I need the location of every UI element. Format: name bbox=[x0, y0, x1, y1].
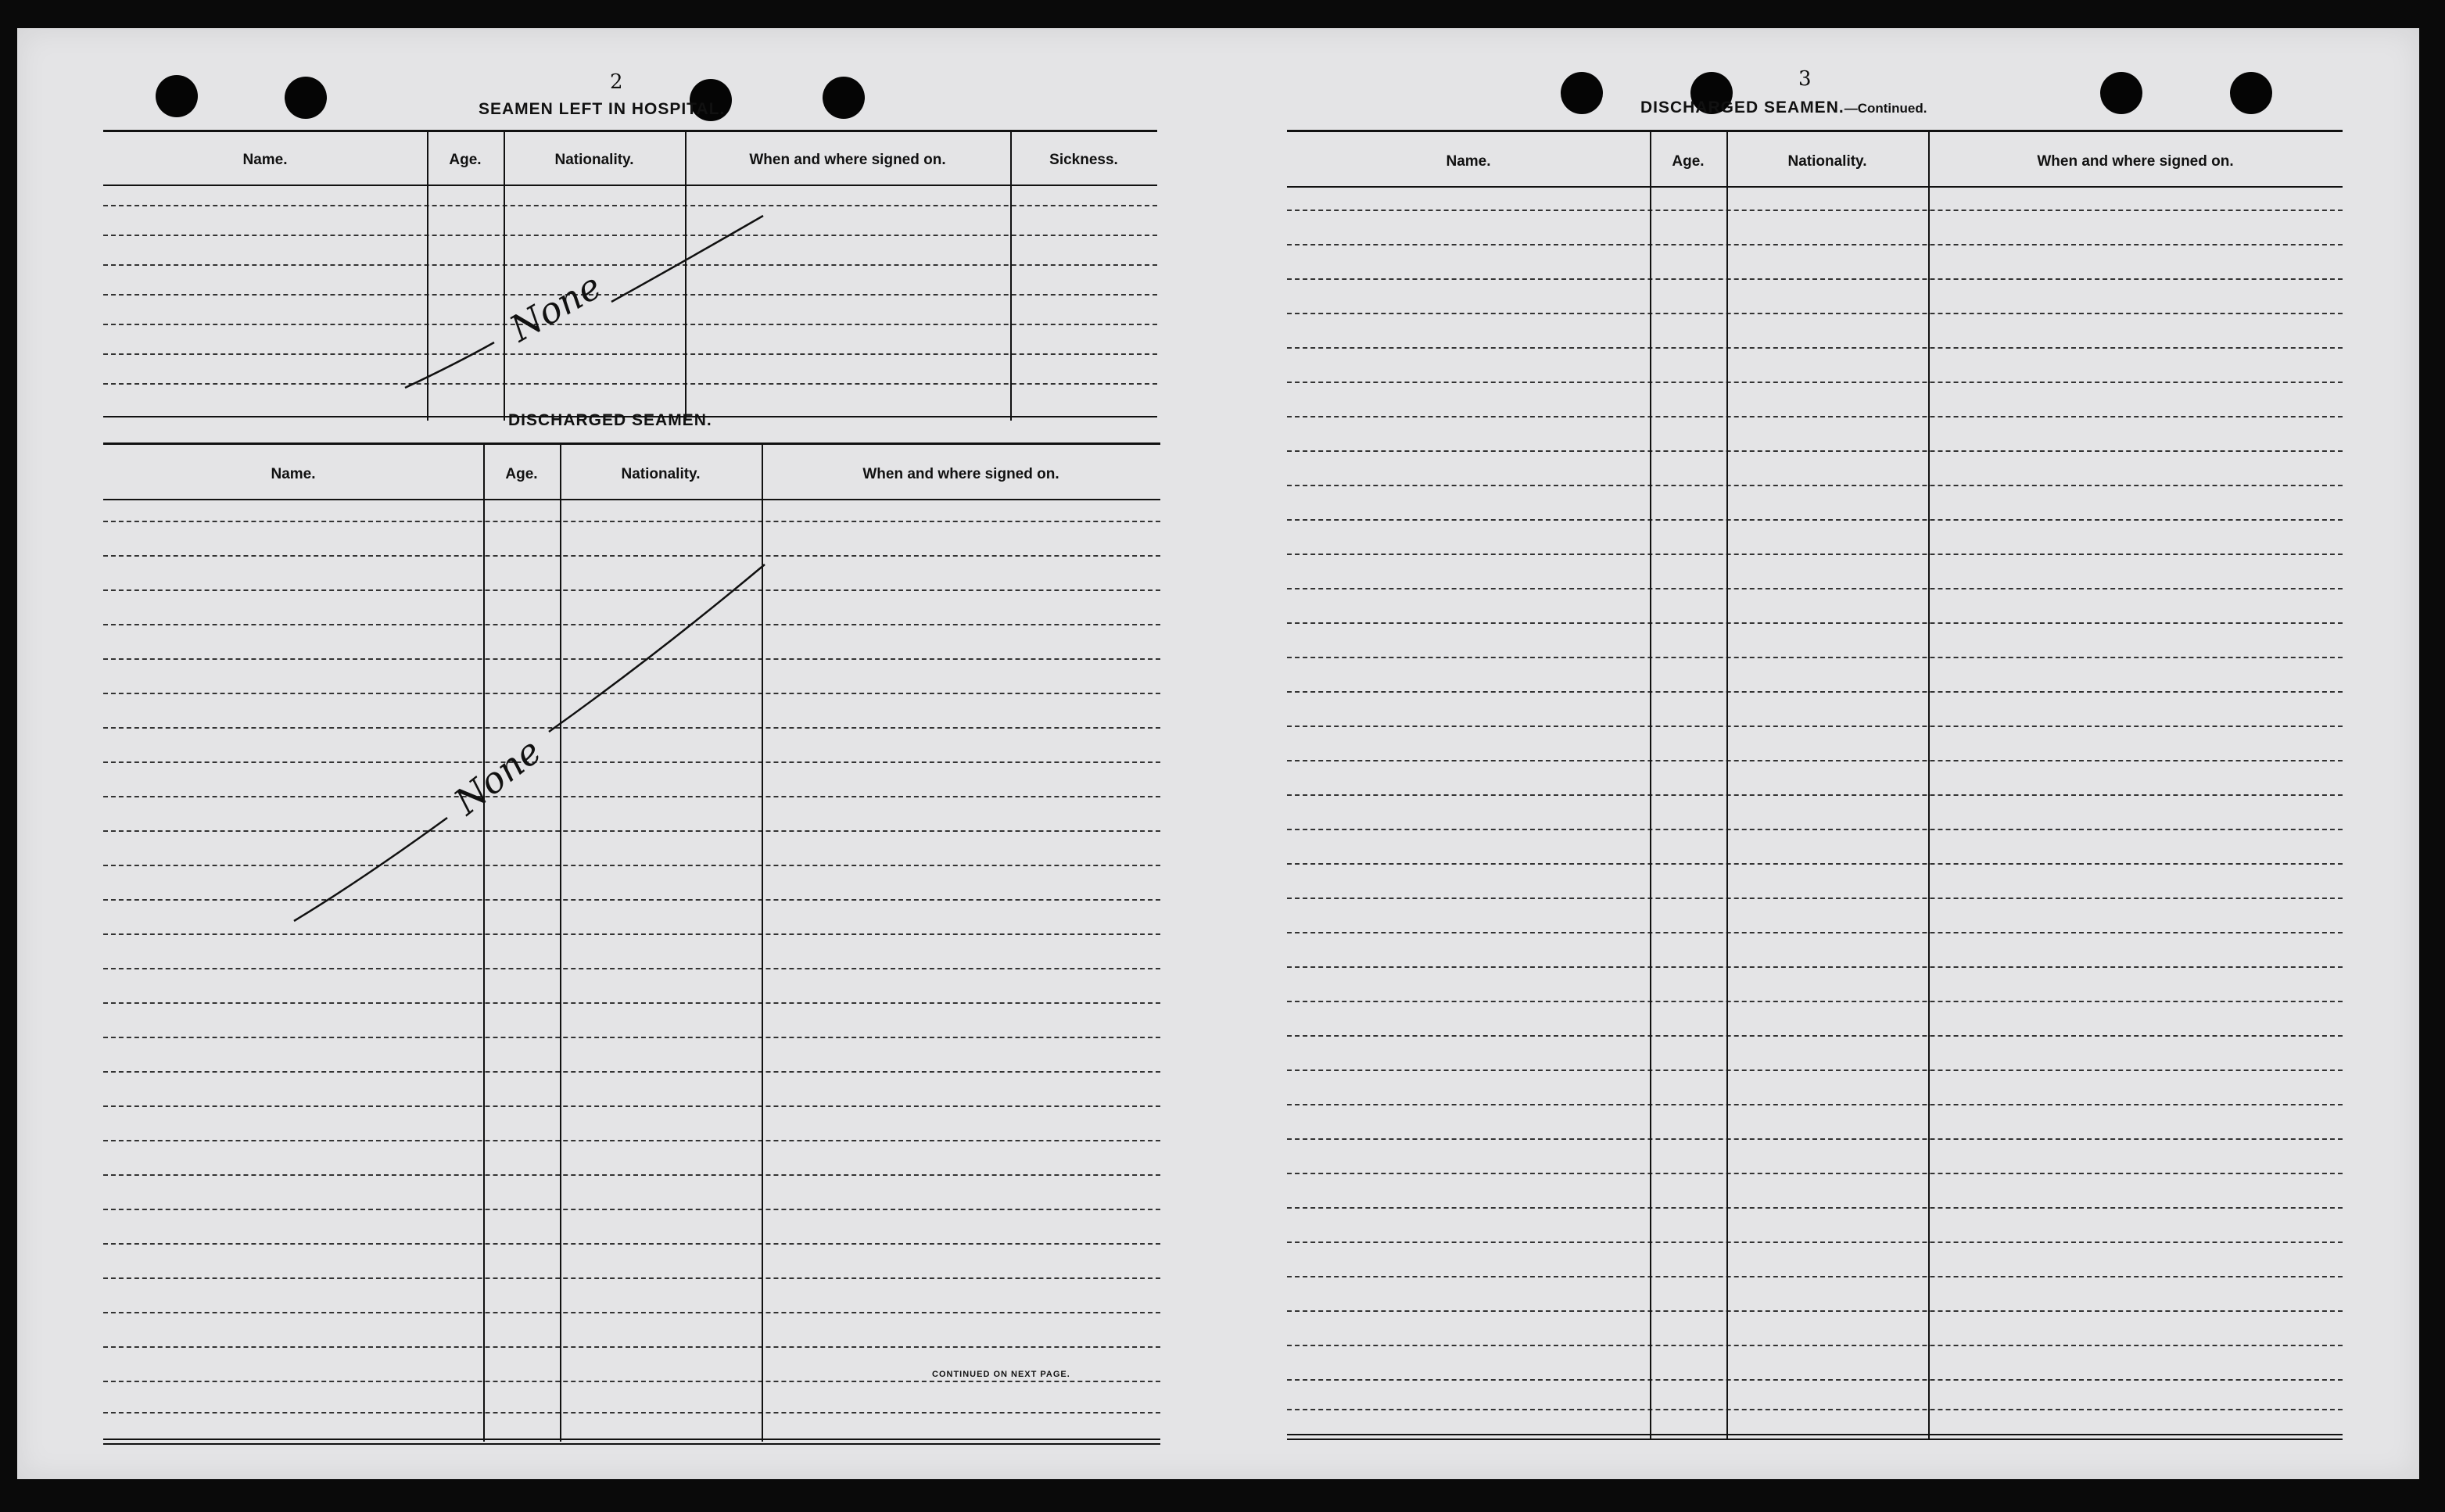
punch-hole bbox=[2100, 72, 2142, 114]
hospital-col-nationality: Nationality. bbox=[554, 152, 634, 168]
discharged-col-name: Name. bbox=[271, 466, 316, 482]
document-sheet bbox=[17, 28, 2419, 1479]
punch-hole bbox=[156, 75, 198, 117]
hospital-table bbox=[103, 130, 1157, 421]
punch-hole bbox=[285, 77, 327, 119]
discharged-strike-line bbox=[17, 28, 18, 29]
punch-hole bbox=[823, 77, 865, 119]
discharged-continued-title bbox=[1640, 99, 1927, 117]
page-number-left: 2 bbox=[610, 70, 623, 94]
hospital-section-title: SEAMEN LEFT IN HOSPITAL. bbox=[479, 100, 726, 118]
discharged-table-left bbox=[103, 442, 1160, 1451]
punch-hole bbox=[1561, 72, 1603, 114]
discharged-table-right bbox=[1287, 130, 2343, 1451]
right-col-name: Name. bbox=[1446, 153, 1491, 170]
discharged-col-signed-on: When and where signed on. bbox=[862, 466, 1059, 482]
discharged-none-annotation: None bbox=[446, 729, 550, 823]
right-col-age: Age. bbox=[1672, 153, 1705, 170]
discharged-col-nationality: Nationality. bbox=[621, 466, 701, 482]
right-col-nationality: Nationality. bbox=[1787, 153, 1867, 170]
hospital-none-annotation: None bbox=[502, 264, 608, 350]
continued-footnote: CONTINUED ON NEXT PAGE. bbox=[932, 1370, 1070, 1379]
right-col-signed-on: When and where signed on. bbox=[2037, 153, 2234, 170]
discharged-col-age: Age. bbox=[505, 466, 538, 482]
discharged-continued-title-main: DISCHARGED SEAMEN. bbox=[1640, 99, 1845, 116]
discharged-section-title: DISCHARGED SEAMEN. bbox=[508, 411, 712, 429]
hospital-col-sickness: Sickness. bbox=[1049, 152, 1118, 168]
discharged-continued-suffix: —Continued. bbox=[1844, 101, 1927, 116]
hospital-col-name: Name. bbox=[242, 152, 288, 168]
hospital-col-signed-on: When and where signed on. bbox=[749, 152, 946, 168]
punch-hole bbox=[2230, 72, 2272, 114]
hospital-col-age: Age. bbox=[449, 152, 482, 168]
page-number-right: 3 bbox=[1798, 67, 1812, 91]
